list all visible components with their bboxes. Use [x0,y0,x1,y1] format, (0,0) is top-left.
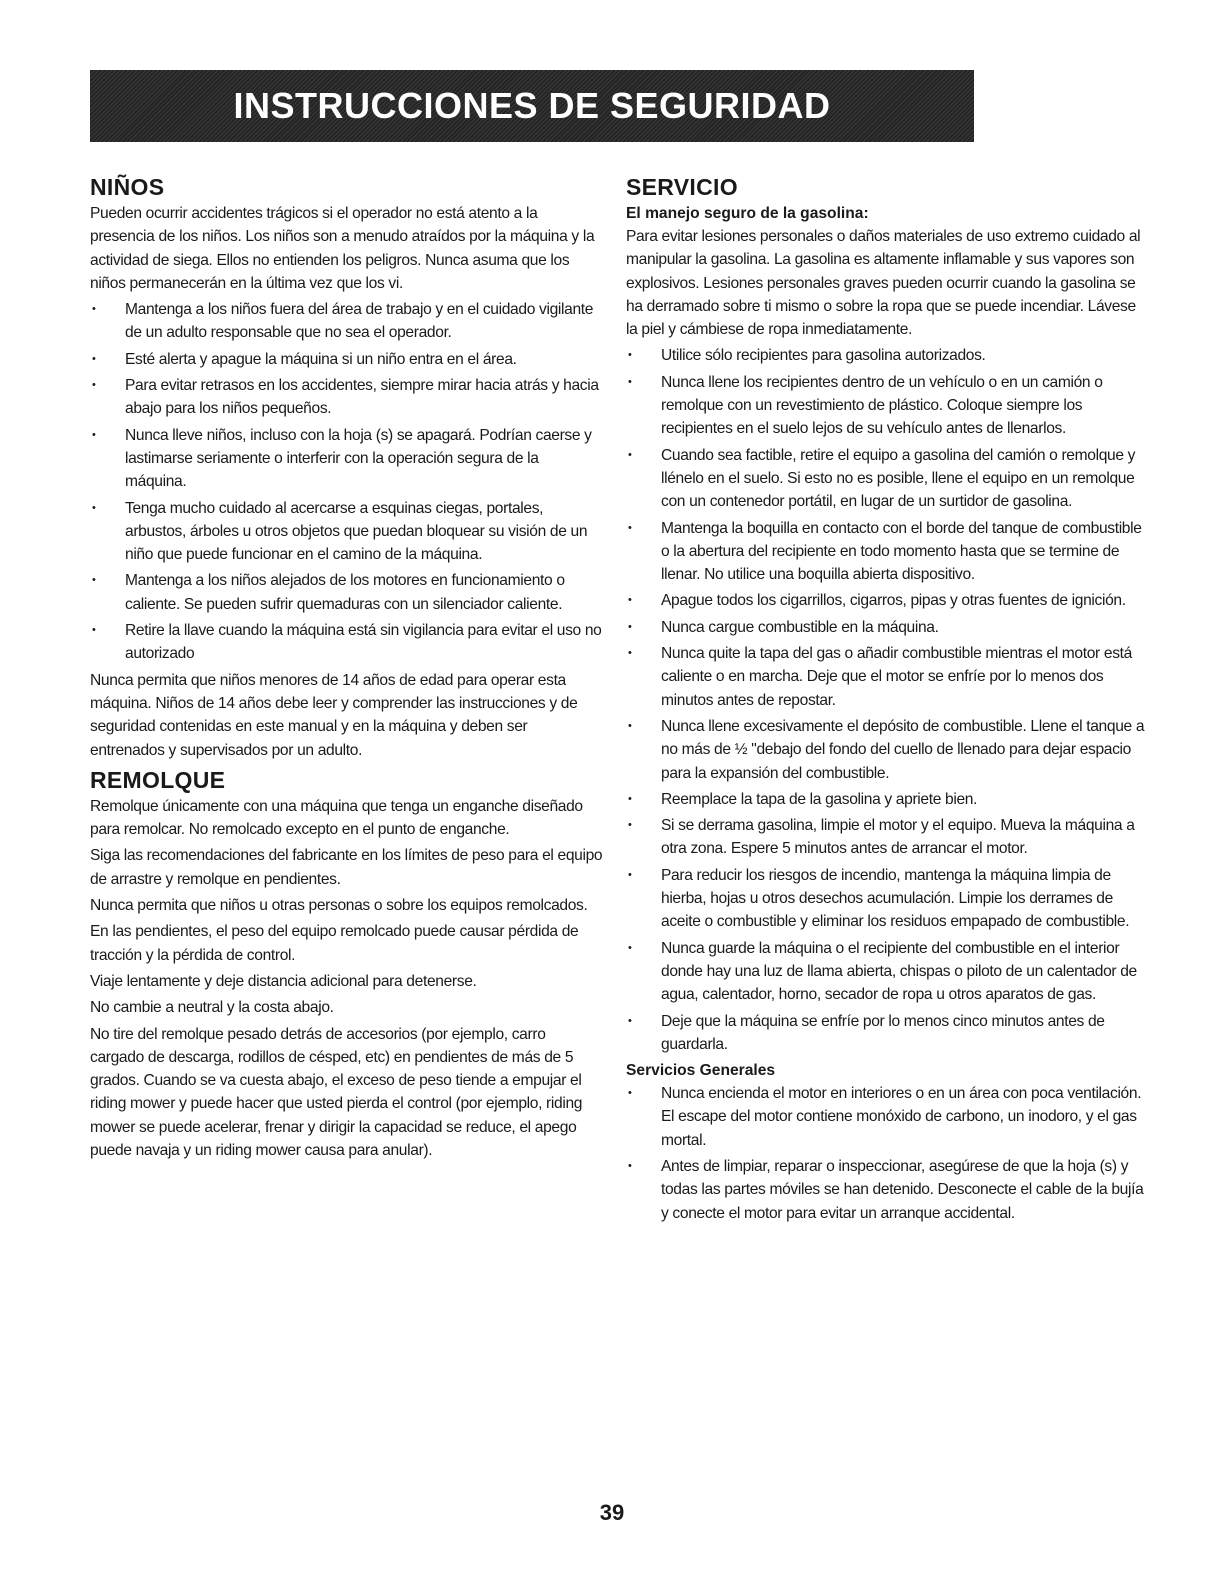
list-item: • Para reducir los riesgos de incendio, mantenga la máquina limpia de hierba, hojas u otros desechos acumulación. Limpie los derrames de aceite o combustible y eliminar los residuos empapado de combustible. [626,864,1146,934]
remolque-paragraph: No tire del remolque pesado detrás de accesorios (por ejemplo, carro cargado de descarga, rodillos de césped, etc) en pendientes de más de 5 grados. Cuando se va cuesta abajo, el exceso de peso tiende a empujar el riding mower y puede hacer que usted pierda el control (por ejemplo, riding mower se puede acelerar, frenar y dirigir la capacidad se reduce, el apego puede navaja y un riding mower causa para anular). [90,1025,583,1159]
list-item: • Cuando sea factible, retire el equipo a gasolina del camión o remolque y llénelo en el suelo. Si esto no es posible, llene el equipo en un remolque con un contenedor portátil, en lugar de un surtidor de gasolina. [626,444,1146,514]
section-heading-remolque: REMOLQUE [90,766,226,793]
list-item: • Nunca quite la tapa del gas o añadir combustible mientras el motor está caliente o en marcha. Deje que el motor se enfríe por lo menos dos minutos antes de repostar. [626,642,1146,712]
ninos-outro: Nunca permita que niños menores de 14 años de edad para operar esta máquina. Niños de 14 años debe leer y comprender las instrucciones y de seguridad contenidas en este manual y en la máquina y deben ser entrenados y supervisados por un adulto. [90,671,578,759]
list-item: • Nunca guarde la máquina o el recipiente del combustible en el interior donde hay una luz de llama abierta, chispas o piloto de un calentador de agua, calentador, horno, secador de ropa u otros aparatos de gas. [626,937,1146,1007]
list-item: • Mantenga a los niños alejados de los motores en funcionamiento o caliente. Se pueden sufrir quemaduras con un silenciador caliente. [90,569,603,616]
section-heading-ninos: NIÑOS [90,174,165,200]
list-item: • Nunca cargue combustible en la máquina. [626,616,1146,639]
servicio-intro: Para evitar lesiones personales o daños materiales de uso extremo cuidado al manipular la gasolina. La gasolina es altamente inflamable y sus vapores son explosivos. Lesiones personales graves pueden ocurrir cuando la gasolina se ha derramado sobre ti mismo o sobre la ropa que se puede incendiar. Lávese la piel y cámbiese de ropa inmediatamente. [626,228,1141,339]
list-item: • Nunca llene excesivamente el depósito de combustible. Llene el tanque a no más de ½ "debajo del fondo del cuello de llenado para dejar espacio para la expansión del combustible. [626,715,1146,785]
page-title: INSTRUCCIONES DE SEGURIDAD [233,85,831,126]
list-item: • Retire la llave cuando la máquina está sin vigilancia para evitar el uso no autorizado [90,619,603,666]
list-item: • Esté alerta y apague la máquina si un niño entra en el área. [90,348,603,371]
list-item: • Mantenga a los niños fuera del área de trabajo y en el cuidado vigilante de un adulto responsable que no sea el operador. [90,298,603,345]
remolque-paragraph: Viaje lentamente y deje distancia adicional para detenerse. [90,972,477,990]
servicio-bullet-list [626,344,1146,1056]
list-item: • Antes de limpiar, reparar o inspeccionar, asegúrese de que la hoja (s) y todas las partes móviles se han detenido. Desconecte el cable de la bujía y conecte el motor para evitar un arranque accidental. [626,1155,1146,1225]
remolque-paragraph: En las pendientes, el peso del equipo remolcado puede causar pérdida de tracción y la pérdida de control. [90,923,579,964]
subheading-gasolina: El manejo seguro de la gasolina: [626,205,869,222]
section-heading-servicio: SERVICIO [626,174,738,200]
remolque-paragraph: Remolque únicamente con una máquina que tenga un enganche diseñado para remolcar. No remolcado excepto en el punto de enganche. [90,797,583,839]
list-item: • Utilice sólo recipientes para gasolina autorizados. [626,344,1146,367]
list-item: • Nunca lleve niños, incluso con la hoja (s) se apagará. Podrían caerse y lastimarse seriamente o interferir con la operación segura de la máquina. [90,424,603,494]
list-item: • Para evitar retrasos en los accidentes, siempre mirar hacia atrás y hacia abajo para los niños pequeños. [90,374,603,421]
remolque-paragraph: Nunca permita que niños u otras personas o sobre los equipos remolcados. [90,897,588,915]
header-banner [90,70,974,142]
list-item: • Tenga mucho cuidado al acercarse a esquinas ciegas, portales, arbustos, árboles u otros objetos que puedan bloquear su visión de un niño que puede funcionar en el camino de la máquina. [90,497,603,567]
list-item: • Apague todos los cigarrillos, cigarros, pipas y otras fuentes de ignición. [626,589,1146,612]
right-column [626,172,1146,1228]
list-item: • Mantenga la boquilla en contacto con el borde del tanque de combustible o la abertura del recipiente en todo momento hasta que se termine de llenar. No utilice una boquilla abierta dispositivo. [626,517,1146,587]
list-item: • Nunca llene los recipientes dentro de un vehículo o en un camión o remolque con un revestimiento de plástico. Coloque siempre los recipientes en el suelo lejos de su vehículo antes de llenarlos. [626,371,1146,441]
ninos-intro: Pueden ocurrir accidentes trágicos si el operador no está atento a la presencia de los niños. Los niños son a menudo atraídos por la máquina y la actividad de siega. Ellos no entienden los peligros. Nunca asuma que los niños permanecerán en la última vez que los vi. [90,205,595,292]
generales-bullet-list [626,1082,1146,1225]
remolque-paragraph: No cambie a neutral y la costa abajo. [90,999,334,1017]
remolque-paragraph: Siga las recomendaciones del fabricante en los límites de peso para el equipo de arrastre y remolque en pendientes. [90,847,603,888]
page-number: 39 [599,1500,625,1525]
ninos-bullet-list [90,298,603,665]
list-item: • Si se derrama gasolina, limpie el motor y el equipo. Mueva la máquina a otra zona. Espere 5 minutos antes de arrancar el motor. [626,814,1146,861]
list-item: • Nunca encienda el motor en interiores o en un área con poca ventilación. El escape del motor contiene monóxido de carbono, un inodoro, y el gas mortal. [626,1082,1146,1152]
list-item: • Deje que la máquina se enfríe por lo menos cinco minutos antes de guardarla. [626,1010,1146,1057]
list-item: • Reemplace la tapa de la gasolina y apriete bien. [626,788,1146,811]
left-column [90,172,603,1165]
subheading-servicios-generales: Servicios Generales [626,1062,776,1080]
